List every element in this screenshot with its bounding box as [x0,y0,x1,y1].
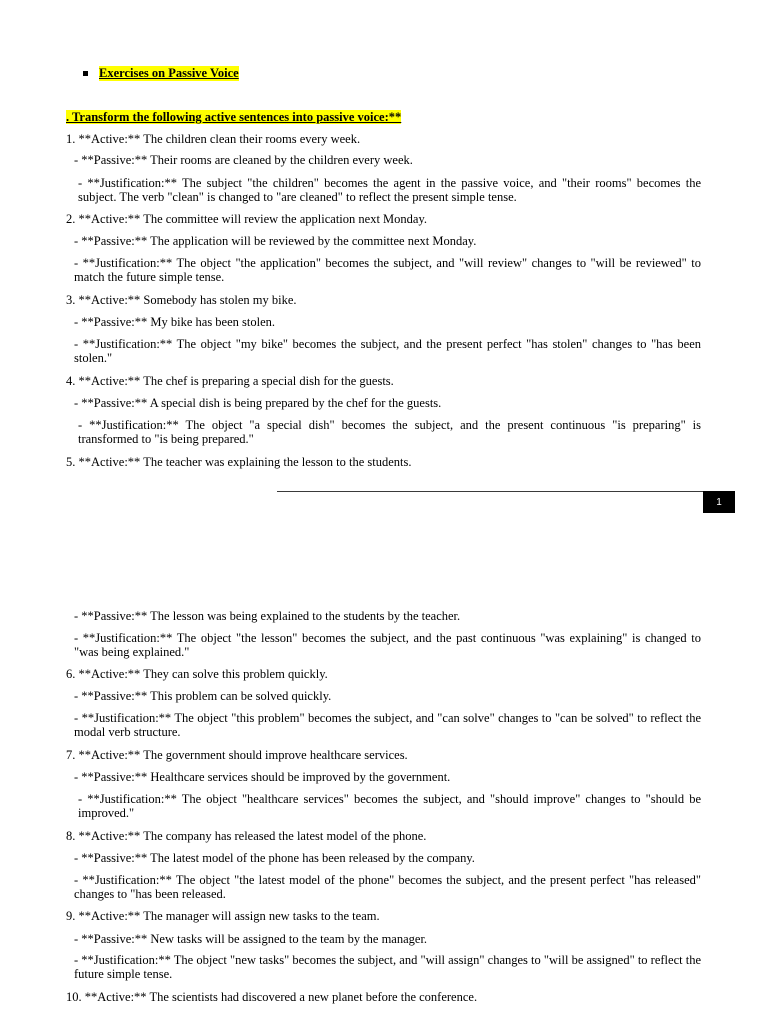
active-sentence: 9. **Active:** The manager will assign new tasks to the team. [66,909,380,923]
exercise-line [66,689,701,703]
exercise-line [66,829,701,843]
passive-sentence: - **Passive:** New tasks will be assigned to the team by the manager. [74,932,428,946]
page-number-badge: 1 [703,491,735,513]
justification-text: - **Justification:** The object "my bike" becomes the subject, and the present perfect "has stolen" changes to "has been stolen." [74,337,701,365]
active-sentence: 5. **Active:** The teacher was explaining the lesson to the students. [66,455,412,469]
exercise-line [66,153,701,167]
exercise-line [66,748,701,762]
passive-sentence: - **Passive:** Healthcare services should be improved by the government. [74,770,451,784]
square-bullet-icon [83,71,88,76]
exercise-line [66,132,701,146]
exercise-line [66,337,701,365]
justification-text: - **Justification:** The object "a special dish" becomes the subject, and the present continuous "is preparing" is transformed to "is being prepared." [78,418,701,446]
footer-rule [277,491,707,492]
exercise-line [66,609,701,623]
exercise-line [66,374,701,388]
active-sentence: 1. **Active:** The children clean their rooms every week. [66,132,361,146]
active-sentence: 2. **Active:** The committee will review the application next Monday. [66,212,428,226]
exercise-heading [66,110,401,125]
exercise-line [66,256,701,284]
exercise-line [66,770,701,784]
passive-sentence: - **Passive:** The latest model of the phone has been released by the company. [74,851,475,865]
exercise-line [66,315,701,329]
passive-sentence: - **Passive:** This problem can be solved quickly. [74,689,332,703]
justification-text: - **Justification:** The object "this problem" becomes the subject, and "can solve" changes to "can be solved" to reflect the modal verb structure. [74,711,701,739]
exercise-line [66,418,701,446]
justification-text: - **Justification:** The object "new tasks" becomes the subject, and "will assign" changes to "will be assigned" to reflect the future simple tense. [74,953,701,981]
passive-sentence: - **Passive:** Their rooms are cleaned by the children every week. [74,153,413,167]
passive-sentence: - **Passive:** A special dish is being prepared by the chef for the guests. [74,396,442,410]
passive-sentence: - **Passive:** My bike has been stolen. [74,315,276,329]
exercise-line [66,667,701,681]
active-sentence: 3. **Active:** Somebody has stolen my bike. [66,293,297,307]
exercise-line [66,851,701,865]
justification-text: - **Justification:** The subject "the children" becomes the agent in the passive voice, and "their rooms" becomes the subject. The verb "clean" is changed to "are cleaned" to reflect the present simple tense. [78,176,701,204]
exercise-line [66,909,701,923]
justification-text: - **Justification:** The object "healthcare services" becomes the subject, and "should improve" changes to "should be improved." [78,792,701,820]
active-sentence: 4. **Active:** The chef is preparing a special dish for the guests. [66,374,394,388]
exercise-line [66,953,701,981]
passive-sentence: - **Passive:** The lesson was being explained to the students by the teacher. [74,609,461,623]
passive-sentence: - **Passive:** The application will be reviewed by the committee next Monday. [74,234,477,248]
exercise-line [66,396,701,410]
exercise-line [66,932,701,946]
exercise-line [66,293,701,307]
exercise-line [66,711,701,739]
exercise-line [66,234,701,248]
justification-text: - **Justification:** The object "the application" becomes the subject, and "will review" changes to "will be reviewed" to match the future simple tense. [74,256,701,284]
exercise-line [66,212,701,226]
exercise-line [66,455,701,469]
justification-text: - **Justification:** The object "the latest model of the phone" becomes the subject, and the present perfect "has released" changes to "has been released. [74,873,701,901]
exercise-line [66,631,701,659]
active-sentence: 8. **Active:** The company has released the latest model of the phone. [66,829,427,843]
document-page-2 [0,595,768,1024]
justification-text: - **Justification:** The object "the lesson" becomes the subject, and the past continuous "was explaining" is changed to "was being explained." [74,631,701,659]
title-bullet-item [83,66,239,81]
exercise-line [66,990,701,1004]
exercise-line [66,873,701,901]
exercise-heading-text: . Transform the following active sentences into passive voice:** [66,110,402,124]
exercise-line [66,176,701,204]
exercise-line [66,792,701,820]
document-title: Exercises on Passive Voice [99,66,239,80]
active-sentence: 10. **Active:** The scientists had discovered a new planet before the conference. [66,990,478,1004]
active-sentence: 7. **Active:** The government should improve healthcare services. [66,748,408,762]
active-sentence: 6. **Active:** They can solve this problem quickly. [66,667,328,681]
